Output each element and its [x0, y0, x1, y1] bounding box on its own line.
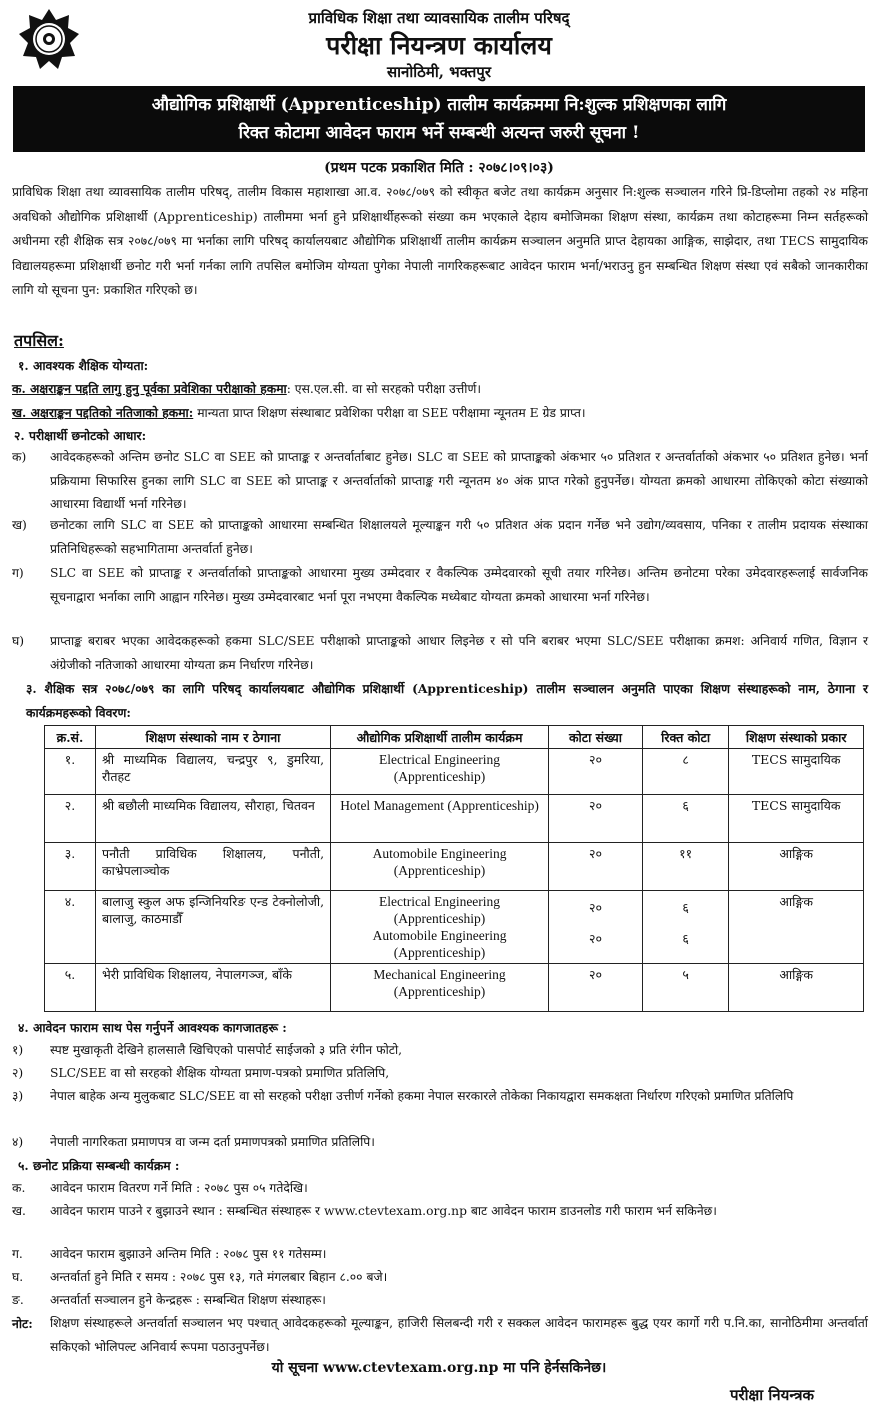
section-4-item [12, 1062, 868, 1086]
section-5-item [12, 1266, 868, 1290]
col-header-vacant: रिक्त कोटा [642, 726, 728, 749]
program-line: Electrical Engineering (Apprenticeship) [378, 894, 501, 926]
table-row [45, 843, 864, 891]
section-1-item-a [12, 377, 868, 401]
section-3-heading-text: ३. शैक्षिक सत्र २०७८/०७९ का लागि परिषद् कार्यालयबाट औद्योगिक प्रशिक्षार्थी (Apprenticeship) तालीम सञ्चालन अनुमति पाएका शिक्षण संस्थाहरूको नाम, ठेगाना र कार्यक्रमहरूको विवरण: [26, 681, 868, 720]
cell-quota [548, 891, 642, 964]
col-header-quota: कोटा संख्या [548, 726, 642, 749]
item-text: स्पष्ट मुखाकृती देखिने हालसालै खिचिएको पासपोर्ट साईजको ३ प्रति रंगीन फोटो, [50, 1043, 403, 1057]
item-label: घ) [12, 634, 25, 648]
cell-quota: २० [548, 843, 642, 891]
cell-sn: २. [45, 795, 96, 843]
item-text: आवेदन फाराम पाउने र बुझाउने स्थान : सम्बन्धित संस्थाहरू र www.ctevtexam.org.np बाट आवेदन फाराम डाउनलोड गरी फाराम भर्न सकिनेछ। [50, 1204, 717, 1218]
item-text: प्राप्ताङ्क बराबर भएका आवेदकहरूको हकमा SLC/SEE परीक्षाको प्राप्ताङ्कको आधार लिइनेछ र सो पनि बराबर भएमा SLC/SEE परीक्षाका क्रमश: अनिवार्य गणित, विज्ञान र अंग्रेजीको नतिजाको आधारमा योग्यता क्रम निर्धारण गरिनेछ। [50, 634, 868, 672]
section-5-item [12, 1289, 868, 1313]
cell-quota: २० [548, 795, 642, 843]
table-row [45, 891, 864, 964]
office-title: परीक्षा नियन्त्रण कार्यालय [326, 31, 552, 60]
cell-program: Electrical Engineering (Apprenticeship) [331, 749, 549, 795]
section-1-heading: १. आवश्यक शैक्षिक योग्यता: [18, 358, 149, 373]
office-location: सानोठिमी, भक्तपुर [387, 63, 491, 81]
section-5-item [12, 1243, 868, 1267]
col-header-type: शिक्षण संस्थाको प्रकार [729, 726, 864, 749]
item-text: आवेदन फाराम वितरण गर्ने मिति : २०७८ पुस ०५ गतेदेखि। [50, 1181, 308, 1195]
cell-vacant: ५ [642, 964, 728, 1012]
table-header-row [45, 726, 864, 749]
tapasil-heading: तपसिल: [14, 331, 64, 350]
section-4-item [12, 1085, 868, 1109]
cell-sn: ४. [45, 891, 96, 964]
col-header-name: शिक्षण संस्थाको नाम र ठेगाना [96, 726, 331, 749]
cell-vacant: ११ [642, 843, 728, 891]
cell-vacant [642, 891, 728, 964]
note-text: शिक्षण संस्थाहरूले अन्तर्वार्ता सञ्चालन भए पश्चात् आवेदकहरूको मूल्याङ्कन, हाजिरी सिलबन्दी गरी र सक्कल आवेदन फारामहरू बुद्ध एयर कार्गो गरी प.नि.का, सानोठिमीमा अन्तर्वार्ता सकिएको भोलिपल्ट अनिवार्य रूपमा पठाउनुपर्नेछ। [50, 1316, 868, 1354]
cell-sn: ५. [45, 964, 96, 1012]
item-label: क) [12, 450, 27, 464]
cell-type: आङ्गिक [729, 891, 864, 964]
cell-quota: २० [548, 964, 642, 1012]
table-row [45, 964, 864, 1012]
section-1-b-label: ख. अक्षराङ्कन पद्दतिको नतिजाको हकमा: [12, 405, 194, 420]
footer-website-line: यो सूचना www.ctevtexam.org.np मा पनि हेर्नसकिनेछ। [271, 1360, 607, 1376]
banner-line-2: रिक्त कोटामा आवेदन फाराम भर्ने सम्बन्धी अत्यन्त जरुरी सूचना ! [238, 123, 640, 143]
item-label: क. [12, 1181, 26, 1195]
cell-sn: १. [45, 749, 96, 795]
section-1-a-label: क. अक्षराङ्कन पद्दति लागु हुनु पूर्वका प्रवेशिका परीक्षाको हकमा [12, 381, 287, 396]
intro-paragraph: प्राविधिक शिक्षा तथा व्यावसायिक तालीम परिषद्, तालीम विकास महाशाखा आ.व. २०७८/०७९ को स्वीकृत बजेट तथा कार्यक्रम अनुसार नि:शुल्क सञ्चालन गरिने प्रि-डिप्लोमा तहको २४ महिना अवधिको औद्योगिक प्रशिक्षार्थी (Apprenticeship) तालीममा भर्ना हुने प्रशिक्षार्थीहरूको संख्या कम भएकाले देहाय बमोजिमका शिक्षण संस्था, कार्यक्रम तथा कोटाहरूमा निम्न सर्तहरूको अधीनमा रही शैक्षिक सत्र २०७८/०७९ मा भर्नाका लागि परिषद् कार्यालयबाट औद्योगिक प्रशिक्षार्थी तालीम कार्यक्रम सञ्चालन अनुमति प्राप्त देहायका आङ्गिक, साझेदार, तथा TECS सामुदायिक विद्यालयहरूमा प्रशिक्षार्थी छनोट गरी भर्ना गर्नका लागि तपसिल बमोजिम योग्यता पुगेका नेपाली नागरिकहरूबाट आवेदन फाराम भर्ना/भराउनु हुन सम्बन्धित शिक्षण संस्था एवं सबैको जानकारीका लागि यो सूचना पुन: प्रकाशित गरिएको छ। [12, 185, 868, 298]
section-2-item [12, 446, 868, 517]
cell-name: पनौती प्राविधिक शिक्षालय, पनौती, काभ्रेपलाञ्चोक [96, 843, 331, 891]
cell-type: TECS सामुदायिक [729, 795, 864, 843]
cell-name: बालाजु स्कुल अफ इन्जिनियरिङ एन्ड टेक्नोलोजी, बालाजु, काठमाडौँ [96, 891, 331, 964]
notice-banner [13, 86, 865, 152]
section-5-item [12, 1177, 868, 1201]
quota-value: २० [588, 900, 602, 915]
item-text: अन्तर्वार्ता हुने मिति र समय : २०७८ पुस १३, गते मंगलबार बिहान ८.०० बजे। [50, 1270, 388, 1284]
note-label: नोट: [12, 1316, 33, 1331]
item-text: नेपाल बाहेक अन्य मुलुकबाट SLC/SEE वा सो सरहको परीक्षा उत्तीर्ण गर्नेको हकमा नेपाल सरकारले तोकेका निकायद्वारा समकक्षता निर्धारण गरिएको प्रमाणित प्रतिलिपि [50, 1089, 794, 1103]
item-text: आवेदन फाराम बुझाउने अन्तिम मिति : २०७८ पुस ११ गतेसम्म। [50, 1247, 327, 1261]
section-2-item [12, 562, 868, 609]
published-date: (प्रथम पटक प्रकाशित मिति : २०७८।०९।०३) [324, 160, 554, 176]
item-text: छनोटका लागि SLC वा SEE को प्राप्ताङ्कको आधारमा सम्बन्धित शिक्षालयले मूल्याङ्कन गरी ५० प्रतिशत अंक प्रदान गर्नेछ भने उद्योग/व्यवसाय, पनिका र तालीम प्रदायक संस्थाका प्रतिनिधिहरूको सहभागितामा अन्तर्वार्ता हुनेछ। [50, 518, 868, 556]
section-2-item [12, 514, 868, 561]
table-row [45, 749, 864, 795]
cell-program [331, 891, 549, 964]
cell-type: आङ्गिक [729, 964, 864, 1012]
item-label: ङ. [12, 1293, 24, 1307]
section-5-item [12, 1200, 868, 1224]
cell-program: Automobile Engineering (Apprenticeship) [331, 843, 549, 891]
signature: परीक्षा नियन्त्रक [730, 1386, 814, 1404]
banner-line-1: औद्योगिक प्रशिक्षार्थी (Apprenticeship) तालीम कार्यक्रममा नि:शुल्क प्रशिक्षणका लागि [151, 95, 727, 115]
item-text: नेपाली नागरिकता प्रमाणपत्र वा जन्म दर्ता प्रमाणपत्रको प्रमाणित प्रतिलिपि। [50, 1135, 375, 1149]
item-text: SLC वा SEE को प्राप्ताङ्क र अन्तर्वार्ताको प्राप्ताङ्कको आधारमा मुख्य उम्मेदवार र वैकल्पिक उम्मेदवारको सूची तयार गरिनेछ। अन्तिम छनोटमा परेका उमेदवारहरूलाई सार्वजनिक सूचनाद्वारा भर्नाका लागि आह्वान गरिनेछ। मुख्य उम्मेदवारबाट भर्ना पूरा नभएमा वैकल्पिक मध्येबाट योग्यता क्रमको आधारमा भर्ना गरिनेछ। [50, 566, 868, 604]
col-header-sn: क्र.सं. [45, 726, 96, 749]
cell-type: आङ्गिक [729, 843, 864, 891]
section-1-b-text: मान्यता प्राप्त शिक्षण संस्थाबाट प्रवेशिका परीक्षा वा SEE परीक्षामा न्यूनतम E ग्रेड प्राप्त। [193, 406, 586, 420]
institution-table [44, 725, 864, 1012]
col-header-program: औद्योगिक प्रशिक्षार्थी तालीम कार्यक्रम [331, 726, 549, 749]
table-row [45, 795, 864, 843]
cell-program: Hotel Management (Apprenticeship) [331, 795, 549, 843]
item-label: १) [12, 1043, 24, 1057]
item-label: ग) [12, 566, 24, 580]
item-text: SLC/SEE वा सो सरहको शैक्षिक योग्यता प्रमाण-पत्रको प्रमाणित प्रतिलिपि, [50, 1066, 390, 1080]
item-label: ३) [12, 1089, 24, 1103]
item-label: घ. [12, 1270, 24, 1284]
note [12, 1312, 868, 1359]
quota-value: २० [588, 931, 602, 946]
vacant-value: ६ [682, 900, 689, 915]
section-3-heading [12, 677, 868, 724]
section-2-heading: २. परीक्षार्थी छनोटको आधार: [14, 428, 147, 443]
cell-sn: ३. [45, 843, 96, 891]
cell-quota: २० [548, 749, 642, 795]
section-4-heading: ४. आवेदन फाराम साथ पेस गर्नुपर्ने आवश्यक कागजातहरू : [18, 1020, 287, 1035]
section-1-a-text: : एस.एल.सी. वा सो सरहको परीक्षा उत्तीर्ण। [286, 382, 482, 396]
item-label: ख. [12, 1204, 26, 1218]
cell-vacant: ६ [642, 795, 728, 843]
cell-name: श्री माध्यमिक विद्यालय, चन्द्रपुर ९, डुमरिया, रौतहट [96, 749, 331, 795]
council-name: प्राविधिक शिक्षा तथा व्यावसायिक तालीम परिषद् [308, 9, 570, 27]
item-text: आवेदकहरूको अन्तिम छनोट SLC वा SEE को प्राप्ताङ्क र अन्तर्वार्ताबाट हुनेछ। SLC वा SEE को प्राप्ताङ्कको अंकभार ५० प्रतिशत र अन्तर्वार्ताको अंकभार ५० प्रतिशत हुनेछ। भर्ना प्रक्रियामा सिफारिस हुनका लागि SLC वा SEE को प्राप्ताङ्क र अन्तर्वार्ताको प्राप्ताङ्क गरी न्यूनतम ४० अंक प्राप्त गरेको हुनुपर्नेछ। योग्यता क्रमको आधारमा तोकिएको कोटा संख्याको आधारमा विद्यार्थी भर्ना गरिनेछ। [50, 450, 868, 511]
cell-name: भेरी प्राविधिक शिक्षालय, नेपालगञ्ज, बाँके [96, 964, 331, 1012]
section-1-item-b [12, 401, 868, 425]
item-label: ख) [12, 518, 27, 532]
item-label: ४) [12, 1135, 24, 1149]
cell-name: श्री बछौली माध्यमिक विद्यालय, सौराहा, चितवन [96, 795, 331, 843]
item-text: अन्तर्वार्ता सञ्चालन हुने केन्द्रहरू : सम्बन्धित शिक्षण संस्थाहरू। [50, 1293, 326, 1307]
section-2-item [12, 630, 868, 677]
cell-vacant: ८ [642, 749, 728, 795]
cell-type: TECS सामुदायिक [729, 749, 864, 795]
section-5-heading: ५. छनोट प्रक्रिया सम्बन्धी कार्यक्रम : [18, 1158, 180, 1173]
item-label: ग. [12, 1247, 23, 1261]
vacant-value: ६ [682, 931, 689, 946]
cell-program: Mechanical Engineering (Apprenticeship) [331, 964, 549, 1012]
section-4-item [12, 1131, 868, 1155]
program-line: Automobile Engineering (Apprenticeship) [372, 928, 507, 960]
section-4-item [12, 1039, 868, 1063]
item-label: २) [12, 1066, 24, 1080]
